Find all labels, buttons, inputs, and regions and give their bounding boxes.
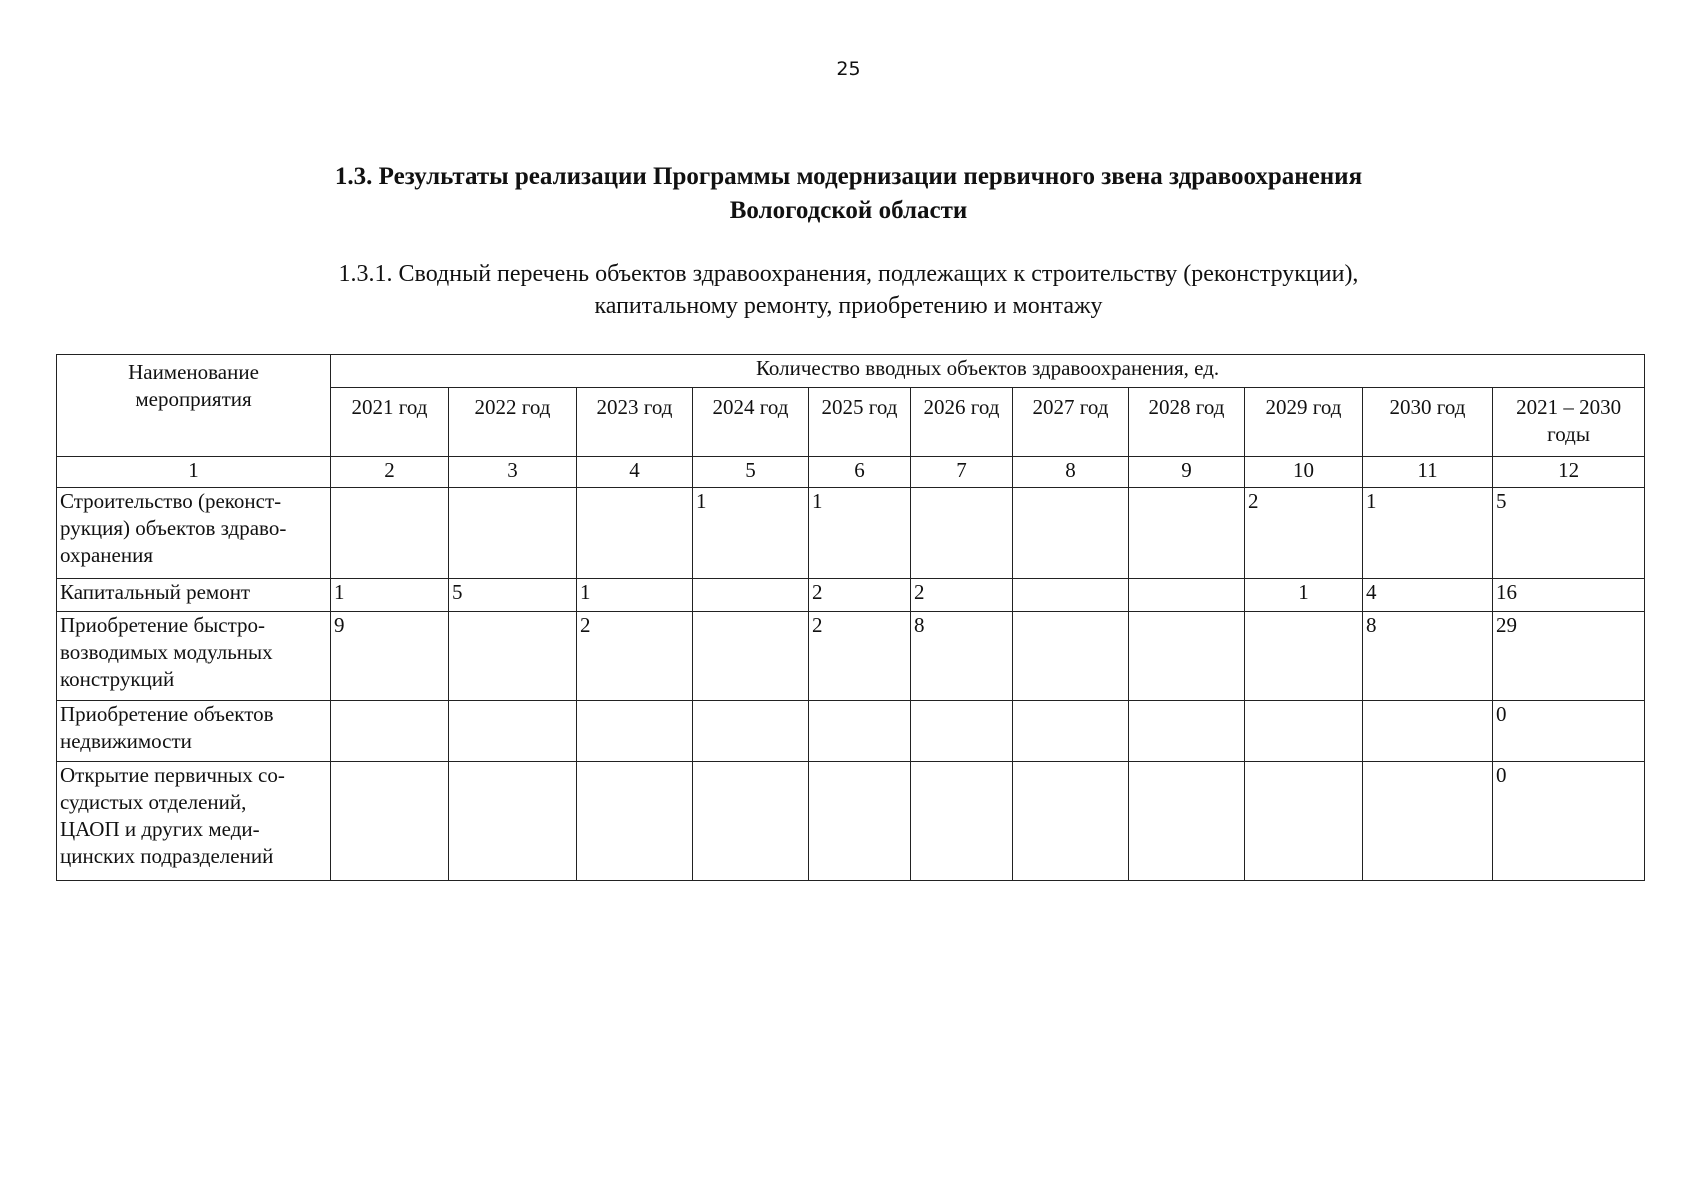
total-header-line-1: 2021 – 2030: [1516, 395, 1622, 419]
table-cell: 8: [1363, 612, 1493, 701]
column-number: 5: [693, 457, 809, 488]
column-number: 4: [577, 457, 693, 488]
table-cell: [449, 612, 577, 701]
row-name-line: судистых отделений,: [60, 790, 247, 814]
row-name-line: рукция) объектов здраво-: [60, 516, 287, 540]
name-header-line-2: мероприятия: [135, 387, 252, 411]
table-cell: [1129, 579, 1245, 612]
year-header: 2022 год: [449, 388, 577, 457]
table-cell: 29: [1493, 612, 1645, 701]
table-cell: [1013, 762, 1129, 881]
table-cell: [693, 579, 809, 612]
year-header: 2023 год: [577, 388, 693, 457]
row-name: [57, 488, 331, 579]
column-number: 9: [1129, 457, 1245, 488]
table-row: [57, 612, 1645, 701]
table-cell: 9: [331, 612, 449, 701]
year-header: 2025 год: [809, 388, 911, 457]
table-row: [57, 579, 1645, 612]
table-cell: [1129, 612, 1245, 701]
group-header: Количество вводных объектов здравоохранения, ед.: [331, 355, 1645, 388]
name-column-header: [57, 355, 331, 457]
table-cell: 2: [809, 612, 911, 701]
table-cell: [1363, 701, 1493, 762]
total-header-line-2: годы: [1547, 422, 1590, 446]
table-cell: [449, 701, 577, 762]
column-number: 10: [1245, 457, 1363, 488]
row-name-line: Капитальный ремонт: [60, 580, 251, 604]
table-cell: 1: [1245, 579, 1363, 612]
table-cell: 2: [577, 612, 693, 701]
section-title: [0, 160, 1697, 228]
table-cell: [1245, 762, 1363, 881]
row-name: [57, 612, 331, 701]
table-cell: [1245, 612, 1363, 701]
table-cell: [693, 612, 809, 701]
row-name-line: охранения: [60, 543, 153, 567]
table-cell: [577, 488, 693, 579]
column-number: 2: [331, 457, 449, 488]
table-header-row: [57, 355, 1645, 388]
table-cell: [331, 762, 449, 881]
section-title-line-2: Вологодской области: [729, 197, 968, 224]
year-header: 2029 год: [1245, 388, 1363, 457]
table-cell: [1013, 488, 1129, 579]
table-cell: [911, 488, 1013, 579]
total-header: [1493, 388, 1645, 457]
table-cell: [1129, 701, 1245, 762]
table-cell: [577, 762, 693, 881]
table-cell: 1: [809, 488, 911, 579]
table-cell: [1129, 762, 1245, 881]
table-cell: [809, 762, 911, 881]
table-cell: 1: [693, 488, 809, 579]
column-number: 6: [809, 457, 911, 488]
row-name-line: ЦАОП и других меди-: [60, 817, 260, 841]
row-name-line: Приобретение объектов: [60, 702, 274, 726]
table-cell: [693, 701, 809, 762]
row-name-line: возводимых модульных: [60, 640, 273, 664]
table-cell: 2: [809, 579, 911, 612]
table-cell: [449, 488, 577, 579]
table-row: [57, 701, 1645, 762]
table-cell: [449, 762, 577, 881]
table-cell: [577, 701, 693, 762]
table-cell: 2: [911, 579, 1013, 612]
table-cell: [1013, 701, 1129, 762]
table-cell: [693, 762, 809, 881]
row-name-line: Открытие первичных со-: [60, 763, 285, 787]
table-cell: 1: [331, 579, 449, 612]
row-name: [57, 762, 331, 881]
page-number: 25: [836, 58, 861, 80]
row-name: [57, 701, 331, 762]
table-cell: 4: [1363, 579, 1493, 612]
table-cell: 2: [1245, 488, 1363, 579]
table-cell: [911, 762, 1013, 881]
table-cell: [331, 488, 449, 579]
table-cell: [1013, 612, 1129, 701]
year-header: 2027 год: [1013, 388, 1129, 457]
subsection-title-line-1: 1.3.1. Сводный перечень объектов здравоохранения, подлежащих к строительству (реконструкции),: [338, 261, 1359, 287]
row-name-line: конструкций: [60, 667, 175, 691]
table-cell: 8: [911, 612, 1013, 701]
table-cell: [911, 701, 1013, 762]
row-name-line: цинских подразделений: [60, 844, 274, 868]
table-cell: 5: [449, 579, 577, 612]
subsection-title-line-2: капитальному ремонту, приобретению и монтажу: [594, 293, 1103, 319]
table-cell: 0: [1493, 762, 1645, 881]
table-cell: 16: [1493, 579, 1645, 612]
year-header: 2024 год: [693, 388, 809, 457]
year-header: 2028 год: [1129, 388, 1245, 457]
table-row: [57, 762, 1645, 881]
table-cell: 1: [1363, 488, 1493, 579]
column-number-row: [57, 457, 1645, 488]
column-number: 1: [57, 457, 331, 488]
row-name-line: Приобретение быстро-: [60, 613, 265, 637]
table-cell: [1363, 762, 1493, 881]
table-cell: [331, 701, 449, 762]
row-name-line: недвижимости: [60, 729, 192, 753]
year-header: 2030 год: [1363, 388, 1493, 457]
year-header: 2021 год: [331, 388, 449, 457]
column-number: 7: [911, 457, 1013, 488]
section-title-line-1: 1.3. Результаты реализации Программы модернизации первичного звена здравоохранения: [334, 163, 1363, 190]
row-name-line: Строительство (реконст-: [60, 489, 282, 513]
table-cell: 0: [1493, 701, 1645, 762]
table-cell: [1013, 579, 1129, 612]
row-name: [57, 579, 331, 612]
column-number: 3: [449, 457, 577, 488]
objects-table: [56, 354, 1645, 881]
subsection-title: [0, 258, 1697, 322]
table-cell: [1245, 701, 1363, 762]
table-row: [57, 488, 1645, 579]
name-header-line-1: Наименование: [128, 360, 259, 384]
column-number: 8: [1013, 457, 1129, 488]
table-cell: 5: [1493, 488, 1645, 579]
table-cell: [1129, 488, 1245, 579]
column-number: 11: [1363, 457, 1493, 488]
year-header: 2026 год: [911, 388, 1013, 457]
column-number: 12: [1493, 457, 1645, 488]
table-cell: 1: [577, 579, 693, 612]
table-cell: [809, 701, 911, 762]
